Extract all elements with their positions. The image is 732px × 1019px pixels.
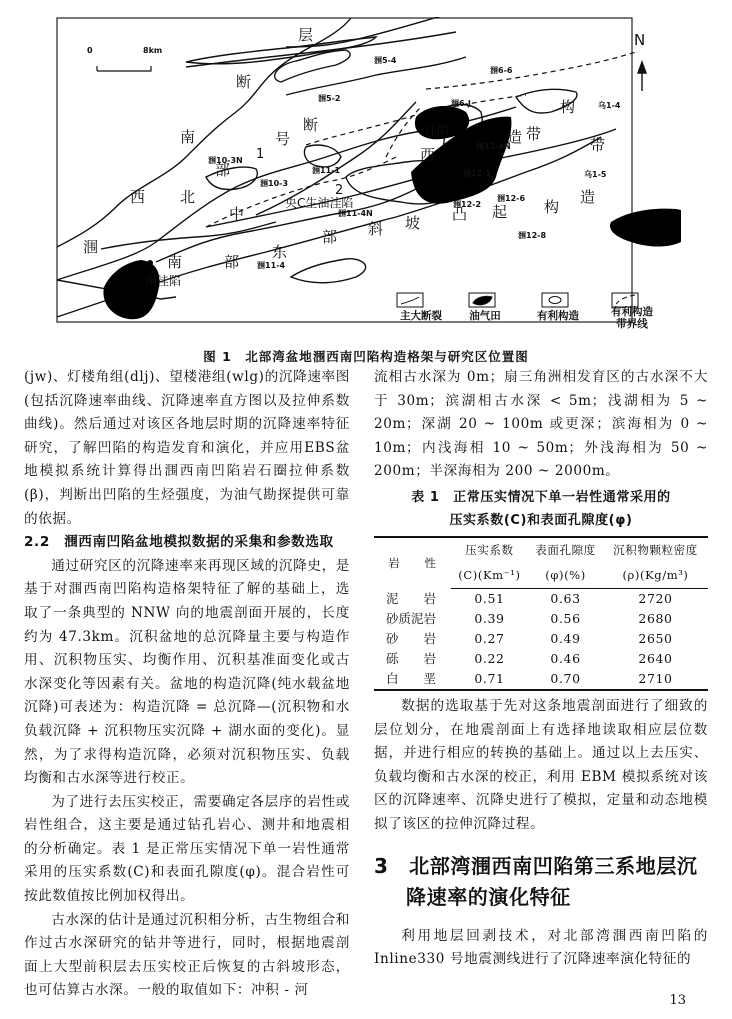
right-column <box>374 366 708 972</box>
favorable-structure <box>304 145 341 167</box>
cell-lithology: 泥 岩 <box>386 590 437 606</box>
well-label: 涠5-2 <box>318 94 341 103</box>
ne-sag-label: 洼陷 <box>425 124 450 138</box>
compaction-table <box>374 536 708 691</box>
well-label: 涠11-1 <box>312 166 341 175</box>
oil-gas-field <box>610 209 681 247</box>
well-label: 涠12-2 <box>453 200 482 209</box>
well-dot <box>147 260 153 266</box>
cell-c: 0.71 <box>451 669 528 690</box>
table-row <box>374 649 708 669</box>
north-label: N <box>634 31 646 49</box>
map-label: 带 <box>526 125 542 143</box>
table-title-line1: 表 1 正常压实情况下单一岩性通常采用的 <box>411 489 671 505</box>
table-header: 表面孔隙度 <box>528 537 603 563</box>
map-label: 斜 <box>368 220 384 238</box>
table-row <box>374 629 708 649</box>
north-arrow-head <box>638 62 646 73</box>
sw-sag-label: 南洼陷 <box>145 274 182 288</box>
map-label: 坡 <box>405 214 421 232</box>
map-label: 东 <box>272 243 288 261</box>
map-label: 中 <box>229 205 245 223</box>
map-outer <box>57 19 306 20</box>
paragraph: 为了进行去压实校正，需要确定各层序的岩性或岩性组合，这主要是通过钻孔岩心、测井和地震相的分析确定。表 1 是正常压实情况下单一岩性通常采用的压实系数(C)和表面孔隙度(φ)。混合岩性可按此数值按比例加权得出。 <box>24 793 350 905</box>
cell-rho: 2680 <box>638 610 673 626</box>
scale-end: 8km <box>143 46 163 55</box>
map-label: 层 <box>298 26 314 44</box>
fault-line <box>101 222 276 249</box>
page-number: 13 <box>669 993 686 1008</box>
paragraph: 流相古水深为 0m；扇三角洲相发育区的古水深不大于 30m；滨湖相古水深 < 5m；浅湖相为 5 ~ 20m；深湖 20 ~ 100m 或更深；滨海相为 0 ~ 10m；内浅海相 10 ~ 50m；外浅海相为 50 ~ 200m；半深海相为 200 ~ 2000m。 <box>374 369 708 480</box>
well-label: 涠11-4N <box>338 209 373 218</box>
well-label: 涠6-J <box>451 99 471 108</box>
map-label: 涠 <box>83 238 99 256</box>
cell-lithology: 砾 岩 <box>386 650 437 666</box>
cell-rho: 2710 <box>603 669 708 690</box>
table-header-unit: (ρ)(Kg/m³) <box>603 563 708 589</box>
paragraph: (jw)、灯楼角组(dlj)、望楼港组(wlg)的沉降速率图(包括沉降速率曲线、沉降速率直方图以及拉伸系数曲线)。然后通过对该区各地层时期的沉降速率特征研究，了解凹陷的构造发育和演化，并应用EBS盆地模拟系统计算得出涠西南凹陷岩石圈拉伸系数(β)，判断出凹陷的生烃强度，为油气勘探提供可靠的依据。 <box>24 369 350 527</box>
legend-structure-label: 有利构造 <box>537 310 579 322</box>
table-header: 压实系数 <box>451 537 528 563</box>
map-label: 断 <box>303 116 319 134</box>
fault-line <box>186 32 456 67</box>
map-label: 断 <box>236 73 252 91</box>
cell-phi: 0.70 <box>528 669 603 690</box>
well-label: 涠5-4 <box>374 56 397 65</box>
scale-bar <box>97 66 151 71</box>
legend-fault-box <box>397 293 423 307</box>
cell-c: 0.22 <box>474 650 505 666</box>
figure-caption: 图 1 北部湾盆地涠西南凹陷构造格架与研究区位置图 <box>203 349 529 364</box>
well-label: 涠12-1 <box>463 169 492 178</box>
map-label: 号 <box>275 130 291 148</box>
cell-lithology: 砂 岩 <box>386 630 437 646</box>
well-label: 涠12-6 <box>497 194 526 203</box>
table-header-unit: (C)(Km⁻¹) <box>451 563 528 589</box>
table-header: 岩 性 <box>374 537 451 589</box>
map-label: 西 <box>420 146 436 164</box>
paragraph: 古水深的估计是通过沉积相分析，古生物组合和作过古水深研究的钻井等进行，同时，根据地震剖面上大型前积层去压实校正后恢复的古斜坡形态，也可估算古水深。一般的取值如下：冲积 - 河 <box>24 911 350 999</box>
table-row <box>374 588 708 609</box>
structure-boundary-line <box>426 52 636 89</box>
map-label: 造 <box>507 128 523 146</box>
oil-gas-field <box>103 260 159 319</box>
table-title <box>374 486 708 532</box>
map-label: 部 <box>224 253 240 271</box>
table-header-unit: (φ)(%) <box>528 563 603 589</box>
map-label: 构 <box>544 198 560 216</box>
well-label: 涠12-8 <box>518 231 547 240</box>
table-header: 沉积物颗粒密度 <box>603 537 708 563</box>
cell-rho: 2720 <box>638 590 673 606</box>
map-label: 起 <box>492 203 508 221</box>
cell-lithology: 白 垩 <box>374 669 451 690</box>
paragraph: 通过研究区的沉降速率来再现区域的沉降史，是基于对涠西南凹陷构造格架特征了解的基础上，选取了一条典型的 NNW 向的地震剖面开展的，长度约为 47.3km。沉积盆地的总沉降量主要与构造作用、沉积物压实、均衡作用、沉积基准面变化或古水深变化等因素有关。盆地的构造沉降(纯水载盆地沉降)可表述为：构造沉降 = 总沉降—(沉积物和水负载沉降 + 沉积物压实沉降 + 湖水面的变化)。显然，为了求得构造沉降，必须对沉积物压实、负载均衡和古水深等进行校正。 <box>24 557 350 787</box>
cell-c: 0.39 <box>474 610 505 626</box>
paragraph: 数据的选取基于先对这条地震剖面进行了细致的层位划分，在地震剖面上有选择地读取相应层位数据，并进行相应的转换的基础上。通过以上去压实、负载均衡和古水深的校正，利用 EBM 模拟系统对该区的沉降速率、沉降史进行了模拟，定量和动态地模拟了该区的拉伸沉降过程。 <box>374 697 708 832</box>
section-heading-3-line2: 降速率的演化特征 <box>406 884 571 909</box>
legend-boundary-label <box>600 306 664 330</box>
cell-rho: 2650 <box>638 630 673 646</box>
table-title-line2: 压实系数(C)和表面孔隙度(φ) <box>449 512 633 528</box>
well-label: 乌1-5 <box>584 170 607 179</box>
cell-lithology: 砂质泥岩 <box>386 610 437 626</box>
map-label: 部 <box>322 228 338 246</box>
map-label: 南 <box>180 128 196 146</box>
map-label: 西 <box>130 188 146 206</box>
section-heading-3-line1: 3 北部湾涠西南凹陷第三系地层沉 <box>374 853 698 878</box>
favorable-structure <box>291 259 366 283</box>
cell-c: 0.27 <box>474 630 505 646</box>
map-label: 南 <box>167 253 183 271</box>
map-label: 凸 <box>452 205 468 223</box>
cell-c: 0.51 <box>474 590 505 606</box>
legend-structure-box <box>542 293 568 307</box>
legend-boundary-line1: 有利构造 <box>611 306 653 318</box>
well-label: 涠10-3N <box>208 156 243 165</box>
map-label-2: 2 <box>335 183 344 198</box>
section-heading-2-2: 2.2 涠西南凹陷盆地模拟数据的采集和参数选取 <box>24 534 334 551</box>
map-label: 带 <box>590 136 606 154</box>
left-column <box>24 366 350 1003</box>
cell-phi: 0.56 <box>550 610 581 626</box>
map-label: 构 <box>560 98 576 116</box>
central-sag-label: 央C生油洼陷 <box>285 196 354 210</box>
legend-oil-label: 油气田 <box>469 310 501 322</box>
legend-fault-label: 主大断裂 <box>400 310 442 322</box>
well-label: 涠10-3 <box>260 179 289 188</box>
table-row <box>374 609 708 629</box>
table-row <box>374 669 708 690</box>
well-label: 乌1-4 <box>598 101 621 110</box>
favorable-structure <box>206 167 257 189</box>
map-frame-rect <box>57 19 306 20</box>
section-heading-3 <box>374 851 708 913</box>
scale-start: 0 <box>87 46 93 55</box>
map-label-1: 1 <box>256 147 265 162</box>
map-box <box>57 19 305 20</box>
well-label: 涠6-6 <box>490 66 513 75</box>
cell-phi: 0.49 <box>550 630 581 646</box>
cell-phi: 0.46 <box>550 650 581 666</box>
cell-rho: 2640 <box>638 650 673 666</box>
map-label: 部 <box>215 161 231 179</box>
map-label: 北 <box>180 188 196 206</box>
map-label: 造 <box>580 188 596 206</box>
cell-phi: 0.63 <box>550 590 581 606</box>
legend-boundary-line2: 带界线 <box>616 318 648 330</box>
well-label: 涠12-4N <box>476 142 511 151</box>
well-label: 涠11-4 <box>257 261 286 270</box>
paragraph: 利用地层回剥技术，对北部湾涠西南凹陷的 Inline330 号地震测线进行了沉降速率演化特征的 <box>374 927 708 968</box>
